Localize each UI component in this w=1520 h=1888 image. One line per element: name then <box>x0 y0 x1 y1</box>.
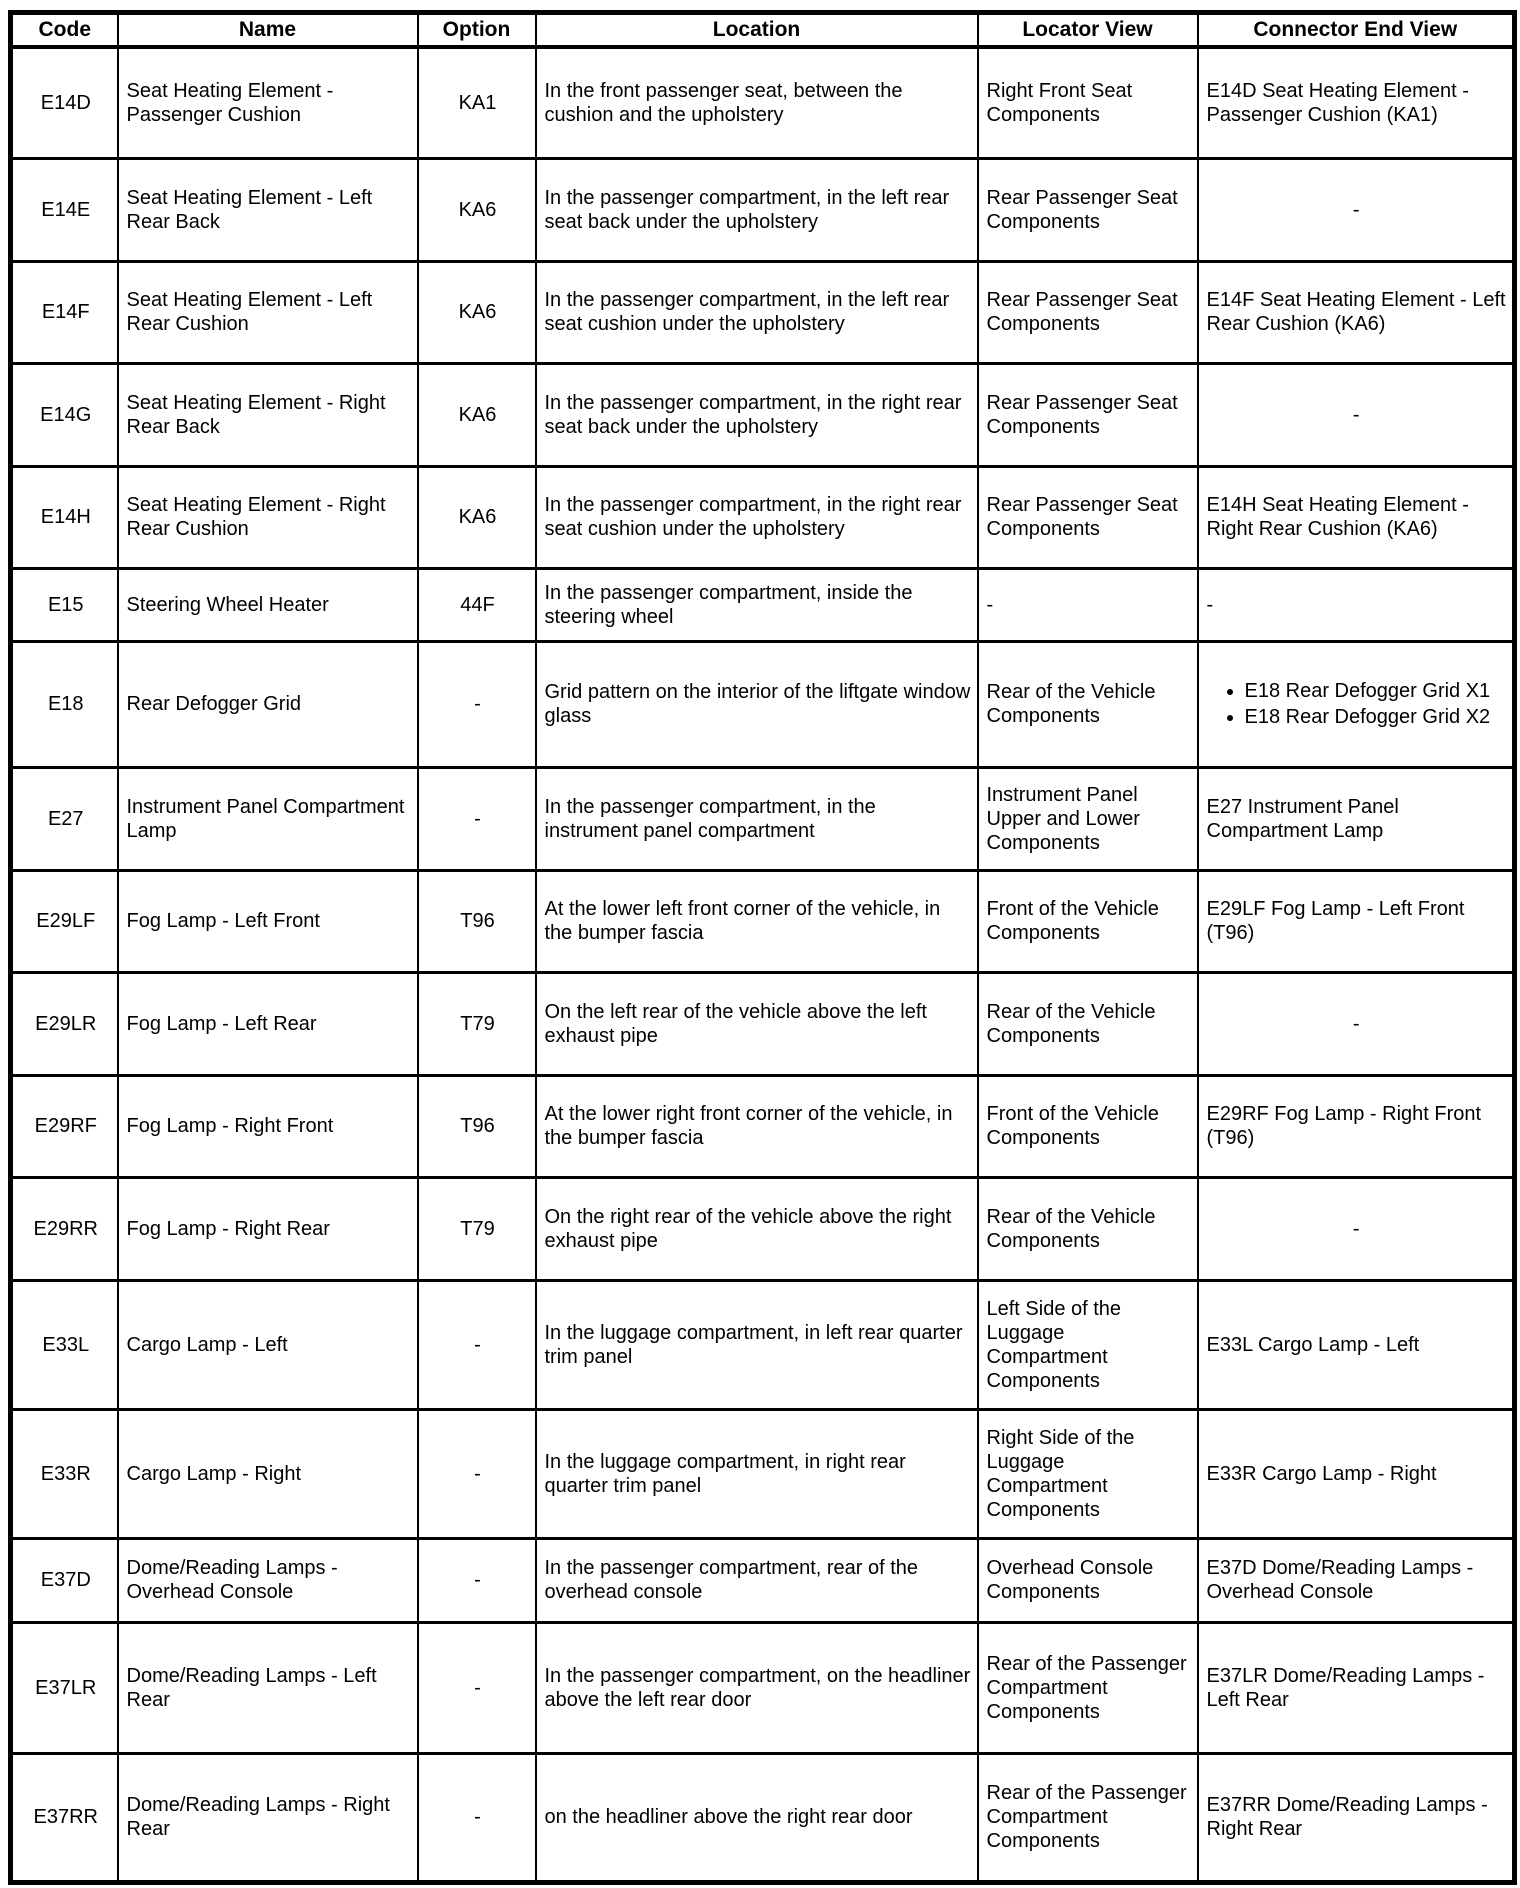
header-row <box>11 13 1515 48</box>
cell-locator-view: Rear of the Passenger Compartment Components <box>978 1753 1198 1882</box>
cell-connector-end-view: E29LF Fog Lamp - Left Front (T96) <box>1198 870 1515 972</box>
table-row <box>11 870 1515 972</box>
cell-name: Fog Lamp - Right Front <box>118 1075 418 1177</box>
cell-code: E37RR <box>11 1753 118 1882</box>
cell-connector-end-view: - <box>1198 363 1515 466</box>
table-row <box>11 47 1515 158</box>
cell-option: 44F <box>418 568 536 641</box>
cell-connector-end-view: - <box>1198 158 1515 261</box>
cell-location: On the left rear of the vehicle above the left exhaust pipe <box>536 972 978 1075</box>
cell-code: E14E <box>11 158 118 261</box>
cell-option: KA6 <box>418 466 536 568</box>
cell-connector-end-view: E37D Dome/Reading Lamps - Overhead Console <box>1198 1538 1515 1622</box>
cell-name: Cargo Lamp - Right <box>118 1409 418 1538</box>
table-row <box>11 1538 1515 1622</box>
cell-option: - <box>418 1280 536 1409</box>
cell-location: In the front passenger seat, between the cushion and the upholstery <box>536 47 978 158</box>
table-row <box>11 767 1515 870</box>
cell-option: - <box>418 1753 536 1882</box>
cell-connector-end-view: - <box>1198 1177 1515 1280</box>
cell-location: In the luggage compartment, in right rear quarter trim panel <box>536 1409 978 1538</box>
column-header-name: Name <box>118 13 418 48</box>
table-row <box>11 1280 1515 1409</box>
table-body <box>11 47 1515 1882</box>
cell-location: In the passenger compartment, in the right rear seat back under the upholstery <box>536 363 978 466</box>
cell-option: KA6 <box>418 363 536 466</box>
column-header-location: Location <box>536 13 978 48</box>
cell-connector-end-view: E14F Seat Heating Element - Left Rear Cushion (KA6) <box>1198 261 1515 363</box>
cell-option: T79 <box>418 972 536 1075</box>
table-row <box>11 972 1515 1075</box>
table-row <box>11 1409 1515 1538</box>
table-row <box>11 1075 1515 1177</box>
cell-code: E37LR <box>11 1622 118 1753</box>
cell-code: E29RR <box>11 1177 118 1280</box>
cell-location: In the passenger compartment, in the left rear seat back under the upholstery <box>536 158 978 261</box>
cell-name: Seat Heating Element - Right Rear Cushion <box>118 466 418 568</box>
column-header-connector_end_view: Connector End View <box>1198 13 1515 48</box>
table-row <box>11 568 1515 641</box>
cell-name: Seat Heating Element - Right Rear Back <box>118 363 418 466</box>
cell-connector-end-view: E27 Instrument Panel Compartment Lamp <box>1198 767 1515 870</box>
cell-option: T79 <box>418 1177 536 1280</box>
cell-code: E18 <box>11 641 118 767</box>
cell-code: E14G <box>11 363 118 466</box>
cell-connector-end-view <box>1198 641 1515 767</box>
connector-list <box>1207 679 1507 729</box>
cell-code: E27 <box>11 767 118 870</box>
cell-code: E14F <box>11 261 118 363</box>
cell-code: E29RF <box>11 1075 118 1177</box>
cell-name: Dome/Reading Lamps - Right Rear <box>118 1753 418 1882</box>
cell-name: Seat Heating Element - Passenger Cushion <box>118 47 418 158</box>
cell-locator-view: Rear Passenger Seat Components <box>978 158 1198 261</box>
cell-connector-end-view: - <box>1198 972 1515 1075</box>
cell-location: In the passenger compartment, rear of the overhead console <box>536 1538 978 1622</box>
cell-connector-end-view: E29RF Fog Lamp - Right Front (T96) <box>1198 1075 1515 1177</box>
cell-location: At the lower right front corner of the vehicle, in the bumper fascia <box>536 1075 978 1177</box>
cell-name: Fog Lamp - Left Front <box>118 870 418 972</box>
cell-name: Dome/Reading Lamps - Left Rear <box>118 1622 418 1753</box>
table-row <box>11 158 1515 261</box>
cell-locator-view: Rear of the Vehicle Components <box>978 1177 1198 1280</box>
cell-name: Seat Heating Element - Left Rear Back <box>118 158 418 261</box>
cell-name: Cargo Lamp - Left <box>118 1280 418 1409</box>
cell-name: Instrument Panel Compartment Lamp <box>118 767 418 870</box>
cell-location: In the luggage compartment, in left rear quarter trim panel <box>536 1280 978 1409</box>
cell-option: - <box>418 641 536 767</box>
column-header-option: Option <box>418 13 536 48</box>
cell-locator-view: Overhead Console Components <box>978 1538 1198 1622</box>
cell-name: Fog Lamp - Right Rear <box>118 1177 418 1280</box>
cell-locator-view: Front of the Vehicle Components <box>978 1075 1198 1177</box>
cell-option: - <box>418 767 536 870</box>
cell-code: E15 <box>11 568 118 641</box>
cell-connector-end-view: E33L Cargo Lamp - Left <box>1198 1280 1515 1409</box>
cell-name: Rear Defogger Grid <box>118 641 418 767</box>
table-row <box>11 1177 1515 1280</box>
cell-locator-view: Rear Passenger Seat Components <box>978 363 1198 466</box>
table-row <box>11 466 1515 568</box>
cell-location: In the passenger compartment, inside the steering wheel <box>536 568 978 641</box>
cell-locator-view: Rear of the Vehicle Components <box>978 972 1198 1075</box>
cell-locator-view: - <box>978 568 1198 641</box>
table-row <box>11 363 1515 466</box>
cell-location: In the passenger compartment, in the left rear seat cushion under the upholstery <box>536 261 978 363</box>
cell-connector-end-view: E14D Seat Heating Element - Passenger Cushion (KA1) <box>1198 47 1515 158</box>
column-header-code: Code <box>11 13 118 48</box>
cell-locator-view: Rear Passenger Seat Components <box>978 261 1198 363</box>
cell-code: E37D <box>11 1538 118 1622</box>
cell-option: KA1 <box>418 47 536 158</box>
cell-code: E14H <box>11 466 118 568</box>
cell-name: Steering Wheel Heater <box>118 568 418 641</box>
cell-locator-view: Rear of the Passenger Compartment Components <box>978 1622 1198 1753</box>
connector-table <box>8 10 1517 1885</box>
cell-connector-end-view: E37LR Dome/Reading Lamps - Left Rear <box>1198 1622 1515 1753</box>
cell-locator-view: Left Side of the Luggage Compartment Components <box>978 1280 1198 1409</box>
cell-name: Seat Heating Element - Left Rear Cushion <box>118 261 418 363</box>
cell-option: - <box>418 1409 536 1538</box>
cell-locator-view: Instrument Panel Upper and Lower Components <box>978 767 1198 870</box>
cell-location: on the headliner above the right rear door <box>536 1753 978 1882</box>
cell-code: E33L <box>11 1280 118 1409</box>
column-header-locator_view: Locator View <box>978 13 1198 48</box>
cell-code: E29LF <box>11 870 118 972</box>
connector-list-item: • E18 Rear Defogger Grid X1 <box>1245 679 1507 703</box>
connector-list-item: • E18 Rear Defogger Grid X2 <box>1245 705 1507 729</box>
cell-location: On the right rear of the vehicle above the right exhaust pipe <box>536 1177 978 1280</box>
cell-option: KA6 <box>418 158 536 261</box>
cell-name: Fog Lamp - Left Rear <box>118 972 418 1075</box>
cell-location: In the passenger compartment, in the instrument panel compartment <box>536 767 978 870</box>
cell-locator-view: Right Front Seat Components <box>978 47 1198 158</box>
cell-locator-view: Rear Passenger Seat Components <box>978 466 1198 568</box>
cell-code: E29LR <box>11 972 118 1075</box>
cell-location: At the lower left front corner of the vehicle, in the bumper fascia <box>536 870 978 972</box>
table-row <box>11 1753 1515 1882</box>
table-row <box>11 641 1515 767</box>
cell-code: E14D <box>11 47 118 158</box>
cell-connector-end-view: - <box>1198 568 1515 641</box>
cell-option: - <box>418 1622 536 1753</box>
cell-code: E33R <box>11 1409 118 1538</box>
cell-name: Dome/Reading Lamps - Overhead Console <box>118 1538 418 1622</box>
cell-locator-view: Front of the Vehicle Components <box>978 870 1198 972</box>
cell-connector-end-view: E14H Seat Heating Element - Right Rear Cushion (KA6) <box>1198 466 1515 568</box>
cell-location: In the passenger compartment, in the right rear seat cushion under the upholstery <box>536 466 978 568</box>
cell-connector-end-view: E33R Cargo Lamp - Right <box>1198 1409 1515 1538</box>
cell-location: Grid pattern on the interior of the liftgate window glass <box>536 641 978 767</box>
cell-location: In the passenger compartment, on the headliner above the left rear door <box>536 1622 978 1753</box>
cell-option: KA6 <box>418 261 536 363</box>
cell-connector-end-view: E37RR Dome/Reading Lamps - Right Rear <box>1198 1753 1515 1882</box>
cell-option: T96 <box>418 1075 536 1177</box>
table-row <box>11 261 1515 363</box>
cell-locator-view: Right Side of the Luggage Compartment Components <box>978 1409 1198 1538</box>
table-header <box>11 13 1515 48</box>
cell-option: - <box>418 1538 536 1622</box>
cell-option: T96 <box>418 870 536 972</box>
cell-locator-view: Rear of the Vehicle Components <box>978 641 1198 767</box>
table-row <box>11 1622 1515 1753</box>
